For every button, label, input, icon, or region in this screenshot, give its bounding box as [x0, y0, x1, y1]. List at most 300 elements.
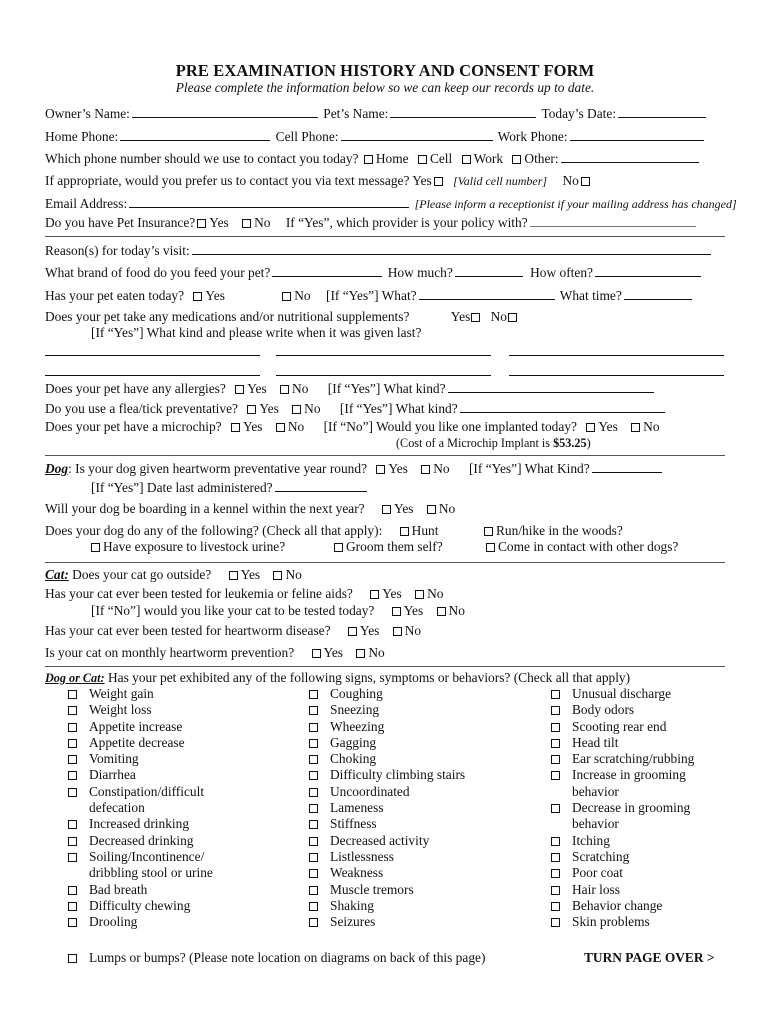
symptom-label: Decreased activity: [330, 832, 430, 848]
symptom-item: [66, 816, 213, 832]
symptom-item: [549, 751, 694, 767]
flea-yes-checkbox[interactable]: [247, 405, 256, 414]
symptom-checkbox[interactable]: [551, 837, 560, 846]
symptom-item: [66, 784, 213, 800]
symptom-checkbox[interactable]: [551, 902, 560, 911]
leukemia-yes-checkbox[interactable]: [370, 590, 379, 599]
flea-no-checkbox[interactable]: [292, 405, 301, 414]
tested-today-no-label: No: [448, 603, 465, 618]
symptom-item: [66, 735, 213, 751]
livestock-label: Have exposure to livestock urine?: [103, 539, 286, 554]
prevention-no-checkbox[interactable]: [356, 649, 365, 658]
cat-section-label: Cat:: [45, 567, 69, 582]
how-much-label: How much?: [387, 265, 453, 280]
symptom-label: behavior: [572, 783, 619, 799]
symptom-label: Appetite decrease: [89, 734, 185, 750]
cat-outside-yes-checkbox[interactable]: [229, 571, 238, 580]
insurance-label: Do you have Pet Insurance?: [45, 215, 196, 230]
symptom-label: Lameness: [330, 800, 384, 816]
symptom-checkbox[interactable]: [68, 706, 77, 715]
eaten-what-field[interactable]: [419, 287, 555, 300]
symptom-checkbox[interactable]: [551, 706, 560, 715]
section-divider: [45, 236, 725, 237]
livestock-option: [89, 539, 285, 555]
symptom-checkbox[interactable]: [551, 918, 560, 927]
what-time-field[interactable]: [624, 287, 692, 300]
symptom-label: Appetite increase: [89, 718, 183, 734]
symptom-item: [549, 767, 694, 783]
microchip-no-checkbox[interactable]: [276, 423, 285, 432]
leukemia-no-checkbox[interactable]: [415, 590, 424, 599]
section-divider: [45, 666, 725, 667]
symptom-label: Stiffness: [330, 816, 377, 832]
how-often-label: How often?: [530, 265, 593, 280]
symptom-item: [307, 767, 465, 783]
other-phone-field[interactable]: [561, 150, 699, 163]
symptom-item: [549, 833, 694, 849]
boarding-no-checkbox[interactable]: [427, 505, 436, 514]
symptom-item: [307, 882, 465, 898]
symptom-item: [307, 702, 465, 718]
pet-name-label: Pet’s Name:: [323, 106, 389, 121]
symptom-label: Muscle tremors: [330, 881, 414, 897]
eaten-today-row: [45, 287, 694, 304]
symptom-checkbox[interactable]: [68, 690, 77, 699]
valid-cell-note: [Valid cell number]: [453, 174, 548, 188]
livestock-checkbox[interactable]: [91, 543, 100, 552]
symptom-label: Shaking: [330, 897, 374, 913]
meds-no-checkbox[interactable]: [508, 313, 517, 322]
symptom-checkbox[interactable]: [68, 723, 77, 732]
implant-no-checkbox[interactable]: [631, 423, 640, 432]
symptom-label: Difficulty chewing: [89, 897, 191, 913]
symptom-item: [66, 898, 213, 914]
symptom-checkbox[interactable]: [551, 739, 560, 748]
allergies-no-checkbox[interactable]: [280, 385, 289, 394]
symptom-item: [307, 751, 465, 767]
microchip-price: $53.25: [553, 436, 587, 450]
symptom-label: Difficulty climbing stairs: [330, 767, 466, 783]
other-dogs-label: Come in contact with other dogs?: [498, 539, 679, 554]
lumps-label: Lumps or bumps? (Please note location on diagrams on back of this page): [89, 950, 486, 965]
boarding-yes-checkbox[interactable]: [382, 505, 391, 514]
symptom-checkbox[interactable]: [309, 690, 318, 699]
cat-prevention-row: [45, 645, 385, 661]
symptom-item: [66, 914, 213, 930]
symptom-item: [549, 914, 694, 930]
symptom-item: [307, 784, 465, 800]
symptom-checkbox[interactable]: [309, 788, 318, 797]
implant-yes-checkbox[interactable]: [586, 423, 595, 432]
symptoms-question-row: [45, 670, 630, 686]
symptom-label: Constipation/difficult: [89, 783, 205, 799]
microchip-yes-label: Yes: [242, 419, 263, 434]
hunt-checkbox[interactable]: [400, 527, 409, 536]
symptom-checkbox[interactable]: [309, 771, 318, 780]
symptom-label: Diarrhea: [89, 767, 136, 783]
symptom-label: Body odors: [572, 702, 635, 718]
work-option-label: Work: [473, 151, 504, 166]
symptom-checkbox[interactable]: [551, 690, 560, 699]
dog-section-label: Dog: [45, 461, 69, 476]
cat-heartworm-test-label: Has your cat ever been tested for heartworm disease?: [45, 623, 331, 638]
flea-kind-field[interactable]: [460, 400, 665, 413]
groom-checkbox[interactable]: [334, 543, 343, 552]
allergies-kind-label: [If “Yes”] What kind?: [327, 381, 446, 396]
lumps-checkbox[interactable]: [68, 954, 77, 963]
cat-outside-no-label: No: [285, 567, 302, 582]
text-pref-label: If appropriate, would you prefer us to contact you via text message?: [45, 173, 410, 188]
insurance-yes-label: Yes: [209, 215, 229, 230]
home-phone-field[interactable]: [120, 128, 270, 141]
symptom-item: [66, 686, 213, 702]
cell-checkbox[interactable]: [418, 155, 427, 164]
symptom-item: [549, 686, 694, 702]
symptoms-column-1: [66, 686, 213, 930]
run-hike-option: [482, 523, 623, 539]
symptom-checkbox[interactable]: [309, 902, 318, 911]
meds-answer-line[interactable]: [45, 375, 260, 376]
symptom-item: [66, 719, 213, 735]
symptom-item: [549, 800, 694, 816]
work-phone-field[interactable]: [570, 128, 704, 141]
section-divider: [45, 562, 725, 563]
allergies-yes-checkbox[interactable]: [235, 385, 244, 394]
tested-today-yes-checkbox[interactable]: [392, 607, 401, 616]
symptom-label: Decreased drinking: [89, 832, 194, 848]
symptom-checkbox[interactable]: [309, 723, 318, 732]
symptom-item: [307, 800, 465, 816]
flea-tick-row: [45, 400, 667, 417]
hunt-label: Hunt: [411, 523, 439, 538]
symptom-checkbox[interactable]: [309, 837, 318, 846]
other-dogs-checkbox[interactable]: [486, 543, 495, 552]
symptom-checkbox[interactable]: [309, 853, 318, 862]
symptom-checkbox[interactable]: [68, 902, 77, 911]
symptom-item: [66, 849, 213, 865]
other-checkbox[interactable]: [512, 155, 521, 164]
symptom-label: Bad breath: [89, 881, 148, 897]
groom-label: Groom them self?: [346, 539, 443, 554]
today-date-label: Today’s Date:: [541, 106, 617, 121]
allergies-no-label: No: [292, 381, 309, 396]
symptom-item: [549, 865, 694, 881]
symptoms-question: Has your pet exhibited any of the following signs, symptoms or behaviors? (Check all that apply): [107, 670, 631, 685]
prevention-yes-checkbox[interactable]: [312, 649, 321, 658]
dog-boarding-row: [45, 501, 455, 517]
cat-outside-no-checkbox[interactable]: [273, 571, 282, 580]
symptom-item: [307, 898, 465, 914]
symptom-label: Skin problems: [572, 914, 650, 930]
insurance-no-checkbox[interactable]: [242, 219, 251, 228]
flea-no-label: No: [304, 401, 321, 416]
symptom-label: dribbling stool or urine: [89, 865, 213, 881]
meds-followup-label: [If “Yes”] What kind and please write when it was given last?: [91, 325, 422, 340]
symptom-item: [307, 865, 465, 881]
eaten-no-label: No: [294, 288, 311, 303]
symptom-label: Weight gain: [89, 686, 154, 701]
symptom-label: Head tilt: [572, 734, 619, 750]
symptom-item: [307, 914, 465, 930]
symptom-label: Choking: [330, 751, 377, 767]
symptoms-section-label: Dog or Cat:: [45, 671, 105, 685]
boarding-no-label: No: [438, 501, 456, 516]
cat-leukemia-row: [45, 586, 443, 602]
meds-answer-line[interactable]: [45, 355, 260, 356]
owner-name-label: Owner’s Name:: [45, 106, 130, 121]
allergies-row: [45, 380, 656, 397]
reason-field[interactable]: [192, 242, 711, 255]
leukemia-yes-label: Yes: [382, 586, 402, 601]
food-row: [45, 264, 703, 281]
symptom-label: Itching: [572, 832, 610, 848]
prevention-no-label: No: [368, 645, 385, 660]
dog-heartworm-no-checkbox[interactable]: [421, 465, 430, 474]
symptom-checkbox[interactable]: [551, 771, 560, 780]
symptom-item: [66, 751, 213, 767]
dog-boarding-label: Will your dog be boarding in a kennel within the next year?: [45, 501, 365, 516]
insurance-row: [45, 214, 698, 231]
cat-tested-today-row: [91, 603, 465, 619]
cat-tested-today-label: [If “No”] would you like your cat to be tested today?: [91, 603, 375, 618]
insurance-provider-field[interactable]: [530, 214, 696, 227]
symptom-label: Weight loss: [89, 702, 152, 718]
home-checkbox[interactable]: [364, 155, 373, 164]
eaten-no-checkbox[interactable]: [282, 292, 291, 301]
implant-yes-label: Yes: [598, 419, 618, 434]
dog-heartworm-yes-checkbox[interactable]: [376, 465, 385, 474]
owner-name-field[interactable]: [132, 105, 318, 118]
microchip-implant-label: [If “No”] Would you like one implanted today?: [323, 419, 577, 434]
microchip-row: [45, 419, 660, 435]
flea-kind-label: [If “Yes”] What kind?: [339, 401, 458, 416]
symptom-checkbox[interactable]: [68, 886, 77, 895]
run-hike-checkbox[interactable]: [484, 527, 493, 536]
lumps-row: [66, 950, 485, 966]
microchip-label: Does your pet have a microchip?: [45, 419, 222, 434]
meds-answer-line[interactable]: [509, 375, 724, 376]
text-yes-checkbox[interactable]: [434, 177, 443, 186]
eaten-today-label: Has your pet eaten today?: [45, 288, 185, 303]
symptom-item: [307, 816, 465, 832]
other-dogs-option: [484, 539, 678, 555]
symptom-checkbox[interactable]: [68, 918, 77, 927]
insurance-provider-label: If “Yes”, which provider is your policy with?: [285, 215, 528, 230]
symptom-checkbox[interactable]: [551, 886, 560, 895]
symptom-item: [549, 849, 694, 865]
symptom-checkbox[interactable]: [309, 886, 318, 895]
symptom-checkbox[interactable]: [551, 804, 560, 813]
symptom-checkbox[interactable]: [309, 820, 318, 829]
symptom-label: Uncoordinated: [330, 783, 410, 799]
symptom-checkbox[interactable]: [68, 837, 77, 846]
symptom-checkbox[interactable]: [309, 706, 318, 715]
symptom-item: [66, 833, 213, 849]
symptom-item: [307, 849, 465, 865]
insurance-no-label: No: [254, 215, 271, 230]
which-phone-label: Which phone number should we use to contact you today?: [45, 151, 359, 166]
meds-answer-line[interactable]: [509, 355, 724, 356]
symptom-item: [549, 702, 694, 718]
medications-row: [45, 309, 520, 325]
flea-yes-label: Yes: [259, 401, 279, 416]
symptom-checkbox[interactable]: [68, 853, 77, 862]
boarding-yes-label: Yes: [394, 501, 414, 516]
symptom-checkbox[interactable]: [309, 918, 318, 927]
mailing-address-note: [Please inform a receptionist if your mailing address has changed]: [414, 197, 737, 211]
eaten-yes-label: Yes: [205, 288, 225, 303]
symptom-checkbox[interactable]: [68, 755, 77, 764]
symptom-label: Sneezing: [330, 702, 380, 718]
symptom-checkbox[interactable]: [309, 739, 318, 748]
symptom-item: [307, 833, 465, 849]
eaten-what-label: [If “Yes”] What?: [326, 288, 417, 303]
dog-date-row: [91, 479, 369, 496]
groom-option: [332, 539, 443, 555]
home-phone-label: Home Phone:: [45, 129, 119, 144]
food-brand-field[interactable]: [272, 264, 382, 277]
allergies-yes-label: Yes: [247, 381, 267, 396]
symptom-checkbox[interactable]: [551, 723, 560, 732]
dog-date-field[interactable]: [275, 479, 367, 492]
symptom-item: [549, 898, 694, 914]
meds-no-label: No: [490, 309, 508, 324]
email-field[interactable]: [129, 195, 409, 208]
cell-phone-field[interactable]: [341, 128, 493, 141]
symptom-checkbox[interactable]: [309, 804, 318, 813]
cell-option-label: Cell: [429, 151, 453, 166]
symptom-item: [549, 719, 694, 735]
symptoms-column-2: [307, 686, 465, 930]
symptom-checkbox[interactable]: [551, 853, 560, 862]
dog-heartworm-row: [45, 460, 664, 477]
symptom-item: [549, 784, 694, 800]
cell-phone-label: Cell Phone:: [275, 129, 339, 144]
symptom-label: Ear scratching/rubbing: [572, 751, 695, 767]
heartworm-test-no-checkbox[interactable]: [393, 627, 402, 636]
symptom-label: Increased drinking: [89, 816, 190, 832]
symptom-label: Increase in grooming: [572, 767, 686, 783]
owner-info-row: [45, 105, 708, 122]
insurance-yes-checkbox[interactable]: [197, 219, 206, 228]
cat-outside-row: [45, 567, 302, 583]
allergies-kind-field[interactable]: [448, 380, 654, 393]
home-option-label: Home: [375, 151, 409, 166]
section-divider: [45, 455, 725, 456]
text-preference-row: [45, 173, 593, 189]
reason-label: Reason(s) for today’s visit:: [45, 243, 190, 258]
symptom-label: Behavior change: [572, 897, 663, 913]
symptom-label: Decrease in grooming: [572, 800, 691, 816]
symptom-checkbox[interactable]: [551, 869, 560, 878]
heartworm-test-no-label: No: [404, 623, 422, 638]
symptom-item: [66, 865, 213, 881]
symptom-label: Wheezing: [330, 718, 385, 734]
symptom-label: Weakness: [330, 865, 384, 881]
symptom-label: Scratching: [572, 848, 630, 864]
pet-name-field[interactable]: [390, 105, 536, 118]
medications-label: Does your pet take any medications and/or nutritional supplements?: [45, 309, 410, 324]
meds-yes-checkbox[interactable]: [471, 313, 480, 322]
work-phone-label: Work Phone:: [497, 129, 568, 144]
contact-phone-row: [45, 150, 701, 167]
symptom-checkbox[interactable]: [551, 755, 560, 764]
tested-today-yes-label: Yes: [403, 603, 424, 618]
symptom-label: Listlessness: [330, 848, 394, 864]
symptom-label: Scooting rear end: [572, 718, 667, 734]
symptoms-column-3: [549, 686, 694, 930]
other-option-label: Other:: [524, 151, 559, 166]
how-often-field[interactable]: [595, 264, 701, 277]
dog-heartworm-kind-field[interactable]: [592, 460, 662, 473]
cat-leukemia-label: Has your cat ever been tested for leukemia or feline aids?: [45, 586, 353, 601]
text-no-checkbox[interactable]: [581, 177, 590, 186]
meds-answer-line[interactable]: [276, 375, 491, 376]
symptom-label: Drooling: [89, 914, 138, 930]
today-date-field[interactable]: [618, 105, 706, 118]
dog-heartworm-no-label: No: [433, 461, 450, 476]
symptom-label: Hair loss: [572, 881, 620, 897]
microchip-cost-note: [396, 435, 591, 451]
prevention-yes-label: Yes: [323, 645, 343, 660]
symptom-label: behavior: [572, 816, 619, 832]
symptom-item: [66, 882, 213, 898]
how-much-field[interactable]: [455, 264, 523, 277]
dog-heartworm-yes-label: Yes: [388, 461, 408, 476]
dog-heartworm-kind-label: [If “Yes”] What Kind?: [468, 461, 590, 476]
dog-activities-label: Does your dog do any of the following? (Check all that apply):: [45, 523, 383, 538]
symptom-label: Coughing: [330, 686, 383, 701]
allergies-label: Does your pet have any allergies?: [45, 381, 226, 396]
symptom-item: [549, 882, 694, 898]
heartworm-test-yes-checkbox[interactable]: [348, 627, 357, 636]
symptom-item: [549, 735, 694, 751]
dog-activities-row: [45, 523, 438, 539]
symptom-checkbox[interactable]: [309, 869, 318, 878]
work-checkbox[interactable]: [462, 155, 471, 164]
symptom-checkbox[interactable]: [68, 820, 77, 829]
what-time-label: What time?: [559, 288, 622, 303]
symptom-item: [549, 816, 694, 832]
eaten-yes-checkbox[interactable]: [193, 292, 202, 301]
form-title: PRE EXAMINATION HISTORY AND CONSENT FORM: [175, 61, 595, 80]
symptom-item: [66, 800, 213, 816]
form-subtitle: Please complete the information below so we can keep our records up to date.: [175, 80, 595, 95]
cat-prevention-label: Is your cat on monthly heartworm prevention?: [45, 645, 295, 660]
symptom-label: Seizures: [330, 914, 376, 930]
cat-outside-yes-label: Yes: [240, 567, 261, 582]
microchip-yes-checkbox[interactable]: [231, 423, 240, 432]
symptom-label: Poor coat: [572, 865, 623, 881]
meds-yes-label: Yes: [450, 309, 471, 324]
tested-today-no-checkbox[interactable]: [437, 607, 446, 616]
implant-no-label: No: [643, 419, 660, 434]
symptom-checkbox[interactable]: [68, 771, 77, 780]
symptom-checkbox[interactable]: [309, 755, 318, 764]
symptom-item: [307, 735, 465, 751]
symptom-label: Soiling/Incontinence/: [89, 848, 205, 864]
microchip-cost-end: ): [586, 436, 591, 450]
symptom-checkbox[interactable]: [68, 788, 77, 797]
symptom-label: Unusual discharge: [572, 686, 672, 701]
food-brand-label: What brand of food do you feed your pet?: [45, 265, 271, 280]
symptom-checkbox[interactable]: [68, 739, 77, 748]
flea-label: Do you use a flea/tick preventative?: [45, 401, 238, 416]
microchip-no-label: No: [287, 419, 305, 434]
reason-row: [45, 242, 713, 259]
dog-heartworm-label: : Is your dog given heartworm preventative year round?: [68, 461, 368, 476]
meds-answer-line[interactable]: [276, 355, 491, 356]
